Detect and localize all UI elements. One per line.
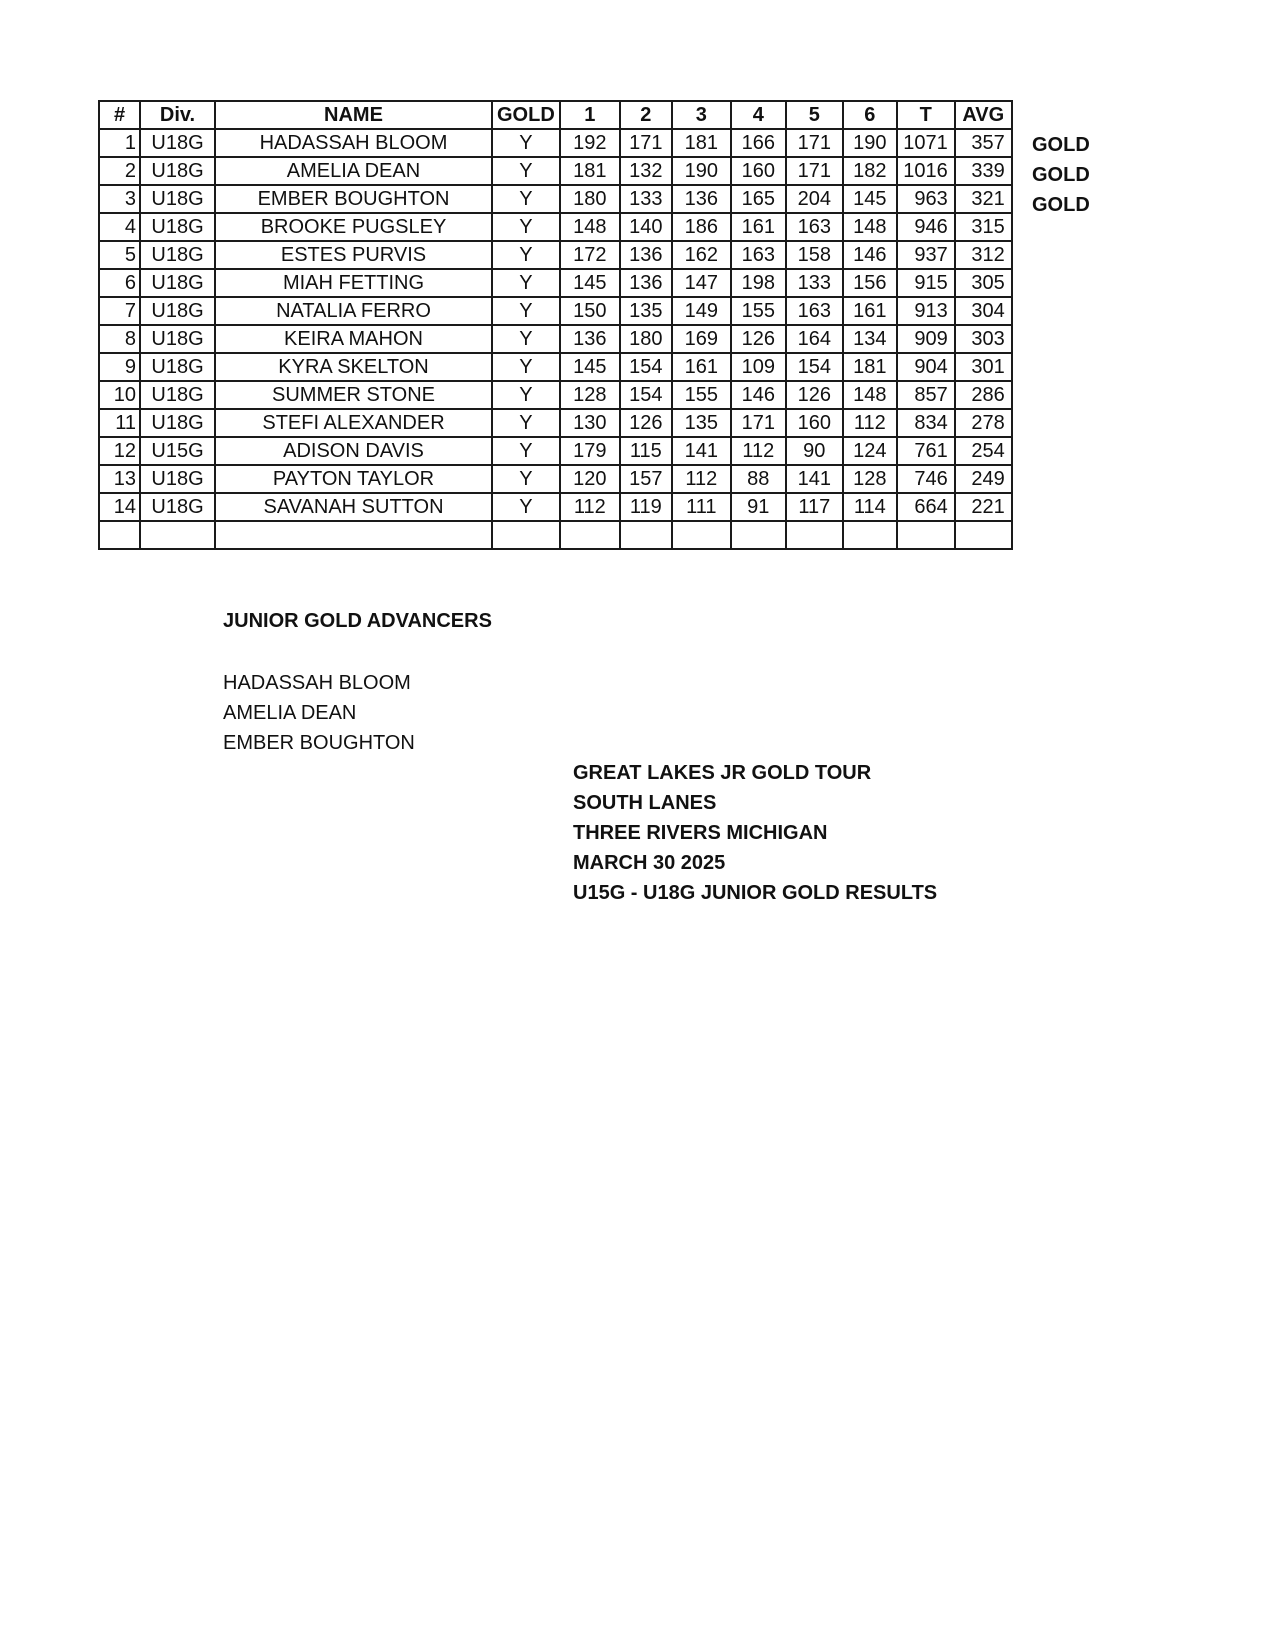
bowler-name-cell: EMBER BOUGHTON xyxy=(215,185,492,213)
game-score-cell: 128 xyxy=(843,465,897,493)
average-cell: 249 xyxy=(955,465,1012,493)
game-score-cell: 160 xyxy=(731,157,786,185)
table-row xyxy=(99,353,1012,381)
event-info-line: U15G - U18G JUNIOR GOLD RESULTS xyxy=(573,882,938,904)
division-cell: U18G xyxy=(140,465,215,493)
gold-flag-cell: Y xyxy=(492,325,560,353)
column-header: NAME xyxy=(215,101,492,129)
average-cell: 305 xyxy=(955,269,1012,297)
game-score-cell: 146 xyxy=(731,381,786,409)
game-score-cell: 181 xyxy=(672,129,731,157)
total-cell: 946 xyxy=(897,213,955,241)
game-score-cell: 179 xyxy=(560,437,620,465)
average-cell: 254 xyxy=(955,437,1012,465)
game-score-cell: 190 xyxy=(672,157,731,185)
game-score-cell: 136 xyxy=(620,269,672,297)
game-score-cell: 130 xyxy=(560,409,620,437)
average-cell: 303 xyxy=(955,325,1012,353)
advancers-list xyxy=(223,668,415,758)
game-score-cell: 135 xyxy=(672,409,731,437)
division-cell: U18G xyxy=(140,185,215,213)
empty-cell xyxy=(140,521,215,549)
game-score-cell: 150 xyxy=(560,297,620,325)
game-score-cell: 190 xyxy=(843,129,897,157)
gold-flag-cell: Y xyxy=(492,437,560,465)
average-cell: 339 xyxy=(955,157,1012,185)
game-score-cell: 140 xyxy=(620,213,672,241)
advancers-heading: JUNIOR GOLD ADVANCERS xyxy=(223,610,492,632)
rank-cell: 9 xyxy=(99,353,140,381)
total-cell: 915 xyxy=(897,269,955,297)
empty-cell xyxy=(731,521,786,549)
total-cell: 746 xyxy=(897,465,955,493)
division-cell: U18G xyxy=(140,353,215,381)
game-score-cell: 160 xyxy=(786,409,843,437)
rank-cell: 13 xyxy=(99,465,140,493)
event-info-line: GREAT LAKES JR GOLD TOUR xyxy=(573,762,872,784)
game-score-cell: 156 xyxy=(843,269,897,297)
game-score-cell: 186 xyxy=(672,213,731,241)
gold-tag: GOLD xyxy=(1032,164,1090,186)
game-score-cell: 172 xyxy=(560,241,620,269)
empty-cell xyxy=(492,521,560,549)
game-score-cell: 115 xyxy=(620,437,672,465)
column-header: 5 xyxy=(786,101,843,129)
game-score-cell: 141 xyxy=(672,437,731,465)
game-score-cell: 128 xyxy=(560,381,620,409)
game-score-cell: 117 xyxy=(786,493,843,521)
empty-cell xyxy=(560,521,620,549)
rank-cell: 8 xyxy=(99,325,140,353)
column-header: 1 xyxy=(560,101,620,129)
total-cell: 1071 xyxy=(897,129,955,157)
game-score-cell: 135 xyxy=(620,297,672,325)
bowler-name-cell: PAYTON TAYLOR xyxy=(215,465,492,493)
column-header: # xyxy=(99,101,140,129)
empty-cell xyxy=(620,521,672,549)
advancer-name: EMBER BOUGHTON xyxy=(223,732,415,754)
column-header: 3 xyxy=(672,101,731,129)
game-score-cell: 136 xyxy=(672,185,731,213)
average-cell: 221 xyxy=(955,493,1012,521)
table-body xyxy=(99,129,1012,549)
game-score-cell: 204 xyxy=(786,185,843,213)
average-cell: 286 xyxy=(955,381,1012,409)
game-score-cell: 157 xyxy=(620,465,672,493)
game-score-cell: 124 xyxy=(843,437,897,465)
game-score-cell: 161 xyxy=(843,297,897,325)
division-cell: U18G xyxy=(140,493,215,521)
average-cell: 312 xyxy=(955,241,1012,269)
rank-cell: 7 xyxy=(99,297,140,325)
rank-cell: 6 xyxy=(99,269,140,297)
total-cell: 857 xyxy=(897,381,955,409)
rank-cell: 1 xyxy=(99,129,140,157)
table-row xyxy=(99,185,1012,213)
game-score-cell: 163 xyxy=(786,213,843,241)
empty-row xyxy=(99,521,1012,549)
empty-cell xyxy=(786,521,843,549)
game-score-cell: 169 xyxy=(672,325,731,353)
game-score-cell: 171 xyxy=(731,409,786,437)
game-score-cell: 111 xyxy=(672,493,731,521)
game-score-cell: 149 xyxy=(672,297,731,325)
gold-flag-cell: Y xyxy=(492,241,560,269)
table-row xyxy=(99,157,1012,185)
total-cell: 937 xyxy=(897,241,955,269)
gold-flag-cell: Y xyxy=(492,493,560,521)
column-header: 4 xyxy=(731,101,786,129)
game-score-cell: 180 xyxy=(560,185,620,213)
total-cell: 913 xyxy=(897,297,955,325)
advancer-name: AMELIA DEAN xyxy=(223,702,357,724)
division-cell: U15G xyxy=(140,437,215,465)
rank-cell: 14 xyxy=(99,493,140,521)
gold-flag-cell: Y xyxy=(492,269,560,297)
game-score-cell: 119 xyxy=(620,493,672,521)
gold-flag-cell: Y xyxy=(492,129,560,157)
division-cell: U18G xyxy=(140,325,215,353)
table-row xyxy=(99,437,1012,465)
game-score-cell: 155 xyxy=(672,381,731,409)
game-score-cell: 154 xyxy=(620,381,672,409)
game-score-cell: 109 xyxy=(731,353,786,381)
column-header: 6 xyxy=(843,101,897,129)
rank-cell: 5 xyxy=(99,241,140,269)
average-cell: 301 xyxy=(955,353,1012,381)
total-cell: 1016 xyxy=(897,157,955,185)
game-score-cell: 120 xyxy=(560,465,620,493)
game-score-cell: 134 xyxy=(843,325,897,353)
game-score-cell: 126 xyxy=(620,409,672,437)
game-score-cell: 145 xyxy=(843,185,897,213)
bowler-name-cell: SUMMER STONE xyxy=(215,381,492,409)
table-row xyxy=(99,381,1012,409)
game-score-cell: 164 xyxy=(786,325,843,353)
game-score-cell: 165 xyxy=(731,185,786,213)
game-score-cell: 171 xyxy=(620,129,672,157)
division-cell: U18G xyxy=(140,157,215,185)
gold-tag: GOLD xyxy=(1032,194,1090,216)
total-cell: 909 xyxy=(897,325,955,353)
bowler-name-cell: AMELIA DEAN xyxy=(215,157,492,185)
column-header: AVG xyxy=(955,101,1012,129)
gold-tags xyxy=(1032,130,1090,220)
game-score-cell: 112 xyxy=(560,493,620,521)
gold-flag-cell: Y xyxy=(492,297,560,325)
table-header-row xyxy=(99,101,1012,129)
average-cell: 321 xyxy=(955,185,1012,213)
table-row xyxy=(99,213,1012,241)
game-score-cell: 166 xyxy=(731,129,786,157)
bowler-name-cell: HADASSAH BLOOM xyxy=(215,129,492,157)
game-score-cell: 181 xyxy=(560,157,620,185)
table-row xyxy=(99,269,1012,297)
game-score-cell: 126 xyxy=(786,381,843,409)
bowler-name-cell: SAVANAH SUTTON xyxy=(215,493,492,521)
bowler-name-cell: BROOKE PUGSLEY xyxy=(215,213,492,241)
bowler-name-cell: NATALIA FERRO xyxy=(215,297,492,325)
table-row xyxy=(99,465,1012,493)
event-info xyxy=(573,758,937,908)
table-row xyxy=(99,241,1012,269)
game-score-cell: 126 xyxy=(731,325,786,353)
rank-cell: 11 xyxy=(99,409,140,437)
gold-flag-cell: Y xyxy=(492,381,560,409)
average-cell: 315 xyxy=(955,213,1012,241)
event-info-line: MARCH 30 2025 xyxy=(573,852,726,874)
bowler-name-cell: ESTES PURVIS xyxy=(215,241,492,269)
game-score-cell: 154 xyxy=(620,353,672,381)
game-score-cell: 180 xyxy=(620,325,672,353)
division-cell: U18G xyxy=(140,213,215,241)
empty-cell xyxy=(672,521,731,549)
game-score-cell: 181 xyxy=(843,353,897,381)
bowler-name-cell: KYRA SKELTON xyxy=(215,353,492,381)
bowler-name-cell: KEIRA MAHON xyxy=(215,325,492,353)
division-cell: U18G xyxy=(140,297,215,325)
rank-cell: 2 xyxy=(99,157,140,185)
advancer-name: HADASSAH BLOOM xyxy=(223,672,411,694)
game-score-cell: 192 xyxy=(560,129,620,157)
empty-cell xyxy=(955,521,1012,549)
game-score-cell: 148 xyxy=(843,381,897,409)
rank-cell: 4 xyxy=(99,213,140,241)
bowler-name-cell: ADISON DAVIS xyxy=(215,437,492,465)
column-header: 2 xyxy=(620,101,672,129)
column-header: Div. xyxy=(140,101,215,129)
game-score-cell: 136 xyxy=(620,241,672,269)
division-cell: U18G xyxy=(140,241,215,269)
game-score-cell: 148 xyxy=(560,213,620,241)
game-score-cell: 133 xyxy=(620,185,672,213)
table-row xyxy=(99,129,1012,157)
game-score-cell: 114 xyxy=(843,493,897,521)
game-score-cell: 163 xyxy=(731,241,786,269)
empty-cell xyxy=(215,521,492,549)
game-score-cell: 112 xyxy=(731,437,786,465)
table-row xyxy=(99,493,1012,521)
game-score-cell: 145 xyxy=(560,353,620,381)
empty-cell xyxy=(897,521,955,549)
game-score-cell: 148 xyxy=(843,213,897,241)
empty-cell xyxy=(99,521,140,549)
average-cell: 304 xyxy=(955,297,1012,325)
table-row xyxy=(99,297,1012,325)
game-score-cell: 155 xyxy=(731,297,786,325)
game-score-cell: 182 xyxy=(843,157,897,185)
game-score-cell: 136 xyxy=(560,325,620,353)
event-info-line: SOUTH LANES xyxy=(573,792,717,814)
bowler-name-cell: STEFI ALEXANDER xyxy=(215,409,492,437)
game-score-cell: 171 xyxy=(786,157,843,185)
total-cell: 761 xyxy=(897,437,955,465)
gold-flag-cell: Y xyxy=(492,409,560,437)
total-cell: 664 xyxy=(897,493,955,521)
game-score-cell: 112 xyxy=(672,465,731,493)
game-score-cell: 88 xyxy=(731,465,786,493)
game-score-cell: 145 xyxy=(560,269,620,297)
division-cell: U18G xyxy=(140,129,215,157)
game-score-cell: 161 xyxy=(731,213,786,241)
game-score-cell: 91 xyxy=(731,493,786,521)
rank-cell: 3 xyxy=(99,185,140,213)
gold-flag-cell: Y xyxy=(492,185,560,213)
average-cell: 278 xyxy=(955,409,1012,437)
game-score-cell: 146 xyxy=(843,241,897,269)
bowler-name-cell: MIAH FETTING xyxy=(215,269,492,297)
gold-flag-cell: Y xyxy=(492,465,560,493)
column-header: T xyxy=(897,101,955,129)
division-cell: U18G xyxy=(140,409,215,437)
total-cell: 963 xyxy=(897,185,955,213)
gold-tag: GOLD xyxy=(1032,134,1090,156)
division-cell: U18G xyxy=(140,381,215,409)
empty-cell xyxy=(843,521,897,549)
total-cell: 904 xyxy=(897,353,955,381)
gold-flag-cell: Y xyxy=(492,157,560,185)
game-score-cell: 154 xyxy=(786,353,843,381)
table-row xyxy=(99,325,1012,353)
average-cell: 357 xyxy=(955,129,1012,157)
game-score-cell: 112 xyxy=(843,409,897,437)
game-score-cell: 147 xyxy=(672,269,731,297)
total-cell: 834 xyxy=(897,409,955,437)
game-score-cell: 163 xyxy=(786,297,843,325)
game-score-cell: 171 xyxy=(786,129,843,157)
column-header: GOLD xyxy=(492,101,560,129)
event-info-line: THREE RIVERS MICHIGAN xyxy=(573,822,828,844)
rank-cell: 10 xyxy=(99,381,140,409)
gold-flag-cell: Y xyxy=(492,353,560,381)
gold-flag-cell: Y xyxy=(492,213,560,241)
results-table xyxy=(98,100,1013,550)
table-row xyxy=(99,409,1012,437)
game-score-cell: 141 xyxy=(786,465,843,493)
game-score-cell: 90 xyxy=(786,437,843,465)
game-score-cell: 198 xyxy=(731,269,786,297)
game-score-cell: 162 xyxy=(672,241,731,269)
game-score-cell: 161 xyxy=(672,353,731,381)
game-score-cell: 158 xyxy=(786,241,843,269)
game-score-cell: 133 xyxy=(786,269,843,297)
rank-cell: 12 xyxy=(99,437,140,465)
game-score-cell: 132 xyxy=(620,157,672,185)
division-cell: U18G xyxy=(140,269,215,297)
